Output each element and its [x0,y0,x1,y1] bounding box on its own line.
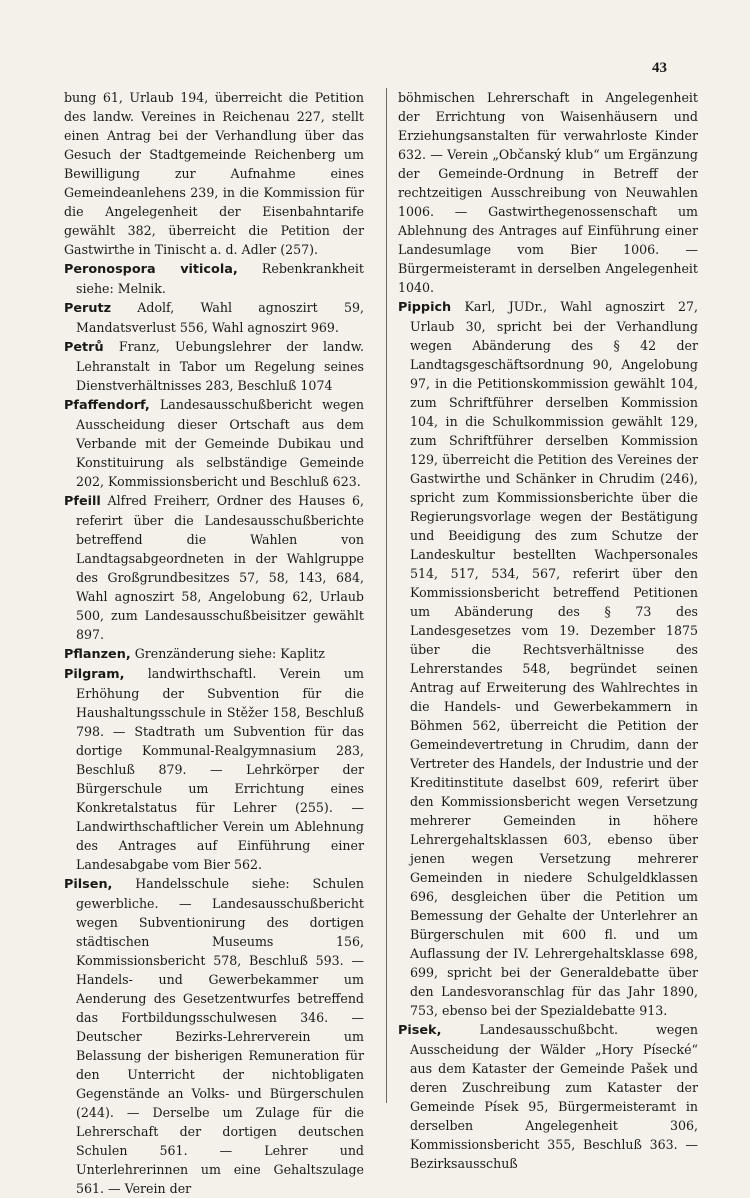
left-column [64,88,364,1198]
entry-heading: Peronospora viticola, [64,262,238,277]
entry-heading: Perutz [64,301,112,316]
entry-text: bung 61, Urlaub 194, überreicht die Petition des landw. Vereines in Reichenau 227, stellt einen Antrag bei der Verhandlung über das Gesuch der Stadtgemeinde Reichenberg um Bewilligung zur Aufnahme eines Gemeindeanlehens 239, in die Kommission für die Angelegenheit der Eisenbahntarife gewählt 382, überreicht die Petition der Gastwirthe in Tinischt a. d. Adler (257). [64,90,364,257]
index-entry-continuation [398,88,698,297]
entry-heading: Pilgram, [64,667,125,682]
entry-text: Rebenkrankheit siehe: Melnik. [76,261,364,296]
entry-text: Alfred Freiherr, Ordner des Hauses 6, referirt über die Landesausschußberichte betreffend die Wahlen von Landtagsabgeordneten in der Wahlgruppe des Großgrundbesitzes 57, 58, 143, 684, Wahl agnoszirt 58, Angelobung 62, Urlaub 500, zum Landesausschußbeisitzer gewählt 897. [76,493,364,642]
index-entry [398,297,698,1020]
right-column [398,88,698,1173]
entry-text: Handelsschule siehe: Schulen gewerbliche. — Landesausschußbericht wegen Subventionirung des dortigen städtischen Museums 156, Kommissionsbericht 578, Beschluß 593. — Handels- und Gewerbekammer um Aenderung des Gesetzentwurfes betreffend das Fortbildungsschulwesen 346. — Deutscher Bezirks-Lehrerverein um Belassung der bisherigen Remuneration für den Unterricht der nichtobligaten Gegenstände an Volks- und Bürgerschulen (244). — Derselbe um Zulage für die Lehrerschaft der dortigen deutschen Schulen 561. — Lehrer und Unterlehrerinnen um eine Gehaltszulage 561. — Verein der [76,876,364,1196]
index-entry [64,491,364,644]
column-divider [386,88,387,1103]
page-number: 43 [652,60,667,76]
entry-heading: Pflanzen, [64,647,131,662]
entry-text: Landesausschußbcht. wegen Ausscheidung der Wälder „Hory Písecké“ aus dem Kataster der Gemeinde Pašek und deren Zuschreibung zum Kataster der Gemeinde Písek 95, Bürgermeisteramt in derselben Angelegenheit 306, Kommissionsbericht 355, Beschluß 363. — Bezirksausschuß [410,1022,698,1171]
index-entry [398,1020,698,1173]
index-entry [64,259,364,298]
entry-text: böhmischen Lehrerschaft in Angelegenheit der Errichtung von Waisenhäusern und Erziehungsanstalten für verwahrloste Kinder 632. — Verein „Občanský klub“ um Ergänzung der Gemeinde-Ordnung in Betreff der rechtzeitigen Ausschreibung von Neuwahlen 1006. — Gastwirthegenossenschaft um Ablehnung des Antrages auf Einführung einer Landesumlage vom Bier 1006. — Bürgermeisteramt in derselben Angelegenheit 1040. [398,90,698,295]
entry-text: Adolf, Wahl agnoszirt 59, Mandatsverlust 556, Wahl agnoszirt 969. [76,300,364,335]
index-entry [64,298,364,337]
entry-text: Grenzänderung siehe: Kaplitz [130,646,325,661]
entry-heading: Pisek, [398,1023,442,1038]
entry-heading: Petrů [64,340,104,355]
index-entry [64,874,364,1198]
index-entry [64,644,364,664]
entry-text: Landesausschußbericht wegen Ausscheidung dieser Ortschaft aus dem Verbande mit der Gemeinde Dubikau und Konstituirung als selbständige Gemeinde 202, Kommissionsbericht und Beschluß 623. [76,397,364,489]
entry-heading: Pippich [398,300,452,315]
index-entry [64,664,364,874]
index-entry-continuation [64,88,364,259]
index-entry [64,337,364,395]
entry-text: Karl, JUDr., Wahl agnoszirt 27, Urlaub 30, spricht bei der Verhandlung wegen Abänderung des § 42 der Landtagsgeschäftsordnung 90, Angelobung 97, in die Petitionskommission gewählt 104, zum Schriftführer derselben Kommission 104, in die Schulkommission gewählt 129, zum Schriftführer derselben Kommission 129, überreicht die Petition des Vereines der Gastwirthe und Schänker in Chrudim (246), spricht zum Kommissionsberichte über die Regierungsvorlage wegen der Bestätigung und Beeidigung des zum Schutze der Landeskultur bestellten Wachpersonales 514, 517, 534, 567, referirt über den Kommissionsbericht betreffend Petitionen um Abänderung des § 73 des Landesgesetzes vom 19. Dezember 1875 über die Rechtsverhältnisse des Lehrerstandes 548, begründet seinen Antrag auf Erweiterung des Wahlrechtes in die Handels- und Gewerbekammern in Böhmen 562, überreicht die Petition der Gemeindevertretung in Chrudim, dann der Vertreter des Handels, der Industrie und der Kreditinstitute daselbst 609, referirt über den Kommissionsbericht wegen Versetzung mehrerer Gemeinden in höhere Lehrergehaltsklassen 603, ebenso über jenen wegen Versetzung mehrerer Gemeinden in niedere Schulgeldklassen 696, desgleichen über die Petition um Bemessung der Gehalte der Unterlehrer an Bürgerschulen mit 600 fl. und um Auflassung der IV. Lehrergehaltsklasse 698, 699, spricht bei der Generaldebatte über den Landesvoranschlag für das Jahr 1890, 753, ebenso bei der Spezialdebatte 913. [410,299,698,1018]
entry-heading: Pfaffendorf, [64,398,150,413]
entry-heading: Pfeill [64,494,101,509]
entry-text: landwirthschaftl. Verein um Erhöhung der Subvention für die Haushaltungsschule in Stěžer 158, Beschluß 798. — Stadtrath um Subvention für das dortige Kommunal-Realgymnasium 283, Beschluß 879. — Lehrkörper der Bürgerschule um Errichtung eines Konkretalstatus für Lehrer (255). — Landwirthschaftlicher Verein um Ablehnung des Antrages auf Einführung einer Landesabgabe vom Bier 562. [76,666,364,872]
index-entry [64,395,364,491]
entry-heading: Pilsen, [64,877,113,892]
entry-text: Franz, Uebungslehrer der landw. Lehranstalt in Tabor um Regelung seines Dienstverhältnisses 283, Beschluß 1074 [76,339,364,393]
